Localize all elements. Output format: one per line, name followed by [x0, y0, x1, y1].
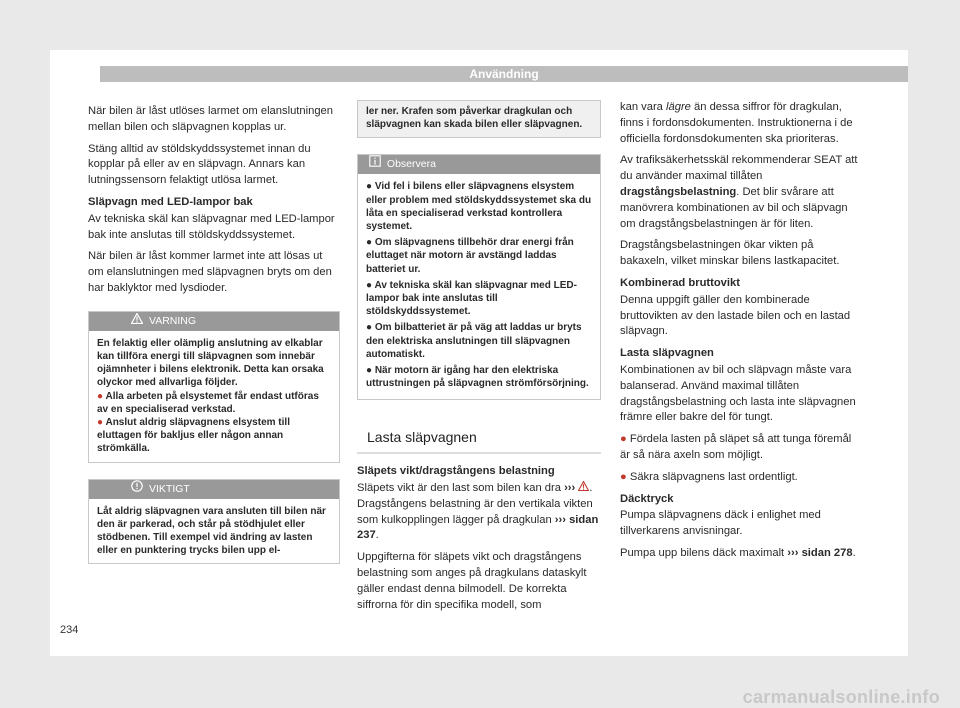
paragraph: När bilen är låst utlöses larmet om elanslutningen mellan bilen och släpvagnen kopplas ur. — [88, 105, 334, 133]
list-item: ● Anslut aldrig släpvagnens elsystem till eluttagen för bakljus eller någon annan strömkälla. — [97, 416, 290, 455]
page-number: 234 — [60, 624, 79, 636]
important-continued-box — [357, 100, 601, 138]
important-title: VIKTIGT — [149, 482, 190, 495]
important-box — [88, 479, 340, 565]
bullet-icon: ● — [366, 181, 373, 193]
note-box — [357, 154, 601, 400]
list-item: ● Om släpvagnens tillbehör drar energi från eluttaget när motorn är avstängd laddas batteriet ur. — [366, 237, 574, 275]
list-item: ● Alla arbeten på elsystemet får endast utföras av en specialiserad verkstad. — [97, 390, 319, 415]
paragraph: kan vara lägre än dessa siffror för dragkulan, finns i fordonsdokumenten. Instruktionerna i de officiella fordonsdokumenten ska prioriteras. — [620, 101, 853, 145]
paragraph: Stäng alltid av stöldskyddssystemet innan du kopplar på eller av en släpvagn. Annars kan lutningssensorn felaktigt utlösa larmet. — [88, 142, 311, 187]
note-body — [358, 174, 600, 399]
column-1 — [88, 104, 340, 580]
list-item: ● När motorn är igång har den elektriska uttrustningen på släpvagnen strömförsörjning. — [366, 365, 589, 390]
paragraph: Dragstångsbelastningen ökar vikten på bakaxeln, vilket minskar bilens lastkapacitet. — [620, 239, 840, 268]
subheading: Däcktryck — [620, 492, 674, 505]
important-header — [89, 480, 339, 499]
list-item: ● Vid fel i bilens eller släpvagnens elsystem eller problem med stöldskyddssystemet ska du låta en specialiserad verkstad kontrollera systemet. — [366, 181, 592, 233]
paragraph: Kombinationen av bil och släpvagn måste vara balanserad. Använd maximal tillåten dragstångsbelastning och lasta inte släpvagnen främre eller bakre del för tungt. — [620, 363, 856, 424]
paragraph: Släpets vikt är den last som bilen kan dra ››› . Dragstångens belastning är den vertikala vikten som kulkopplingen lägger på dragkulan ››› sidan 237. — [357, 482, 599, 542]
paragraph: Av tekniska skäl kan släpvagnar med LED-lampor bak inte anslutas till stöldskyddssystemet. — [88, 212, 335, 241]
paragraph: Av trafiksäkerhetsskäl rekommenderar SEAT att du använder maximal tillåten dragstångsbelastning. Det blir svårare att manövrera kombinationen av bil och släpvagn om dragstångsbelastningen är för liten. — [620, 154, 858, 230]
list-item: ● Säkra släpvagnens last ordentligt. — [620, 470, 798, 483]
bullet-icon: ● — [366, 237, 373, 249]
paragraph: Denna uppgift gäller den kombinerade bruttovikten av den lastade bilen och en lastad släpvagn. — [620, 293, 851, 338]
list-item: ● Om bilbatteriet är på väg att laddas ur bryts den elektriska anslutningen till släpvagnen automatiskt. — [366, 322, 582, 360]
header-title: Användning — [469, 67, 539, 81]
page-link[interactable]: ››› sidan 237 — [357, 513, 599, 542]
info-circle-icon — [125, 480, 149, 499]
list-item: ● Fördela lasten på släpet så att tunga föremål är så nära axeln som möjligt. — [620, 433, 852, 461]
bullet-icon: ● — [620, 433, 627, 446]
watermark: carmanualsonline.info — [742, 687, 940, 707]
paragraph: Uppgifterna för släpets vikt och dragstångens belastning som anges på dragkulans dataskylt gäller endast denna bilmodell. De korrekta siffrorna för din specifika modell, som — [357, 551, 587, 611]
column-2 — [357, 100, 601, 619]
important-continued-text: ler ner. Krafen som påverkar dragkulan och släpvagnen kan skada bilen eller släpvagnen. — [366, 106, 583, 131]
subheading: Kombinerad bruttovikt — [620, 276, 740, 289]
important-body — [89, 499, 339, 564]
manual-page — [50, 50, 908, 656]
paragraph: Pumpa upp bilens däck maximalt ››› sidan 278. — [620, 546, 856, 559]
warning-title: VARNING — [149, 314, 197, 327]
reference-arrow[interactable]: ››› — [564, 482, 576, 495]
bullet-icon: ● — [97, 416, 104, 428]
warning-header — [89, 312, 339, 331]
column-3 — [620, 100, 860, 568]
warning-intro: En felaktig eller olämplig anslutning av elkablar kan tillföra energi till släpvagnen som innebär ojämnheter i bilens elektronik. Detta kan orsaka olyckor med allvarliga följder. — [97, 337, 324, 389]
section-title: Lasta släpvagnen — [357, 424, 601, 454]
bullet-icon: ● — [366, 279, 373, 291]
important-text: Låt aldrig släpvagnen vara ansluten till bilen när den är parkerad, och står på stödhjulet eller stödbenen. Till exempel vid ändring av lasten eller en punktering trycks bilen upp el- — [97, 505, 326, 557]
note-header — [358, 155, 600, 174]
bullet-icon: ● — [366, 322, 373, 334]
warning-triangle-icon — [578, 481, 589, 497]
warning-box — [88, 311, 340, 463]
subheading: Släpvagn med LED-lampor bak — [88, 195, 253, 208]
bullet-icon: ● — [97, 390, 104, 402]
note-icon — [366, 155, 384, 174]
subheading: Lasta släpvagnen — [620, 347, 714, 360]
paragraph: Pumpa släpvagnens däck i enlighet med tillverkarens anvisningar. — [620, 509, 821, 538]
warning-triangle-icon — [125, 312, 149, 331]
list-item: ● Av tekniska skäl kan släpvagnar med LED-lampor bak inte anslutas till stöldskyddssystemet. — [366, 279, 577, 318]
subheading: Släpets vikt/dragstångens belastning — [357, 465, 555, 478]
note-title: Observera — [386, 158, 436, 171]
warning-body — [89, 331, 339, 462]
page-link[interactable]: ››› sidan 278 — [787, 546, 853, 559]
page-header — [100, 66, 908, 82]
paragraph: När bilen är låst kommer larmet inte att lösas ut om elanslutningen med släpvagnen bryts om den har baklyktor med lysdioder. — [88, 250, 332, 294]
bullet-icon: ● — [366, 365, 373, 377]
bullet-icon: ● — [620, 470, 627, 483]
